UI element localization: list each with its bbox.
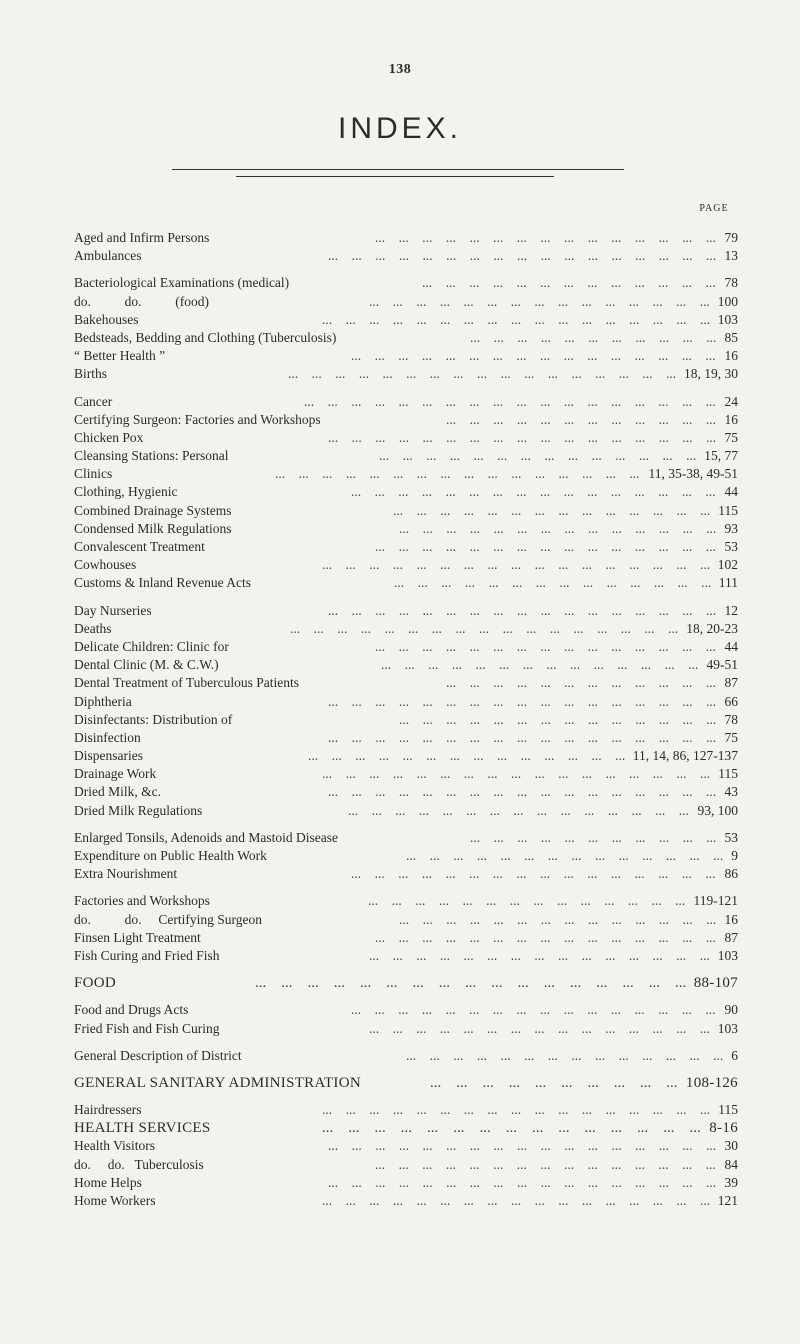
dot-leader: ... ... ... ... ... ... ... ... ... ... ... <box>470 329 717 345</box>
index-entry-label: HEALTH SERVICES <box>74 1120 211 1137</box>
index-entry <box>74 538 738 556</box>
index-entry-pages: 16 <box>724 348 738 364</box>
index-entry-label: Cleansing Stations: Personal <box>74 448 229 464</box>
dot-leader: ... ... ... ... ... ... ... ... ... ... ... ... ... <box>422 275 716 291</box>
dot-leader: ... ... ... ... ... ... ... ... ... ... ... ... ... ... ... ... ... <box>328 248 717 264</box>
index-entry-label: Home Helps <box>74 1174 142 1190</box>
dot-leader: ... ... ... ... ... ... ... ... ... ... ... ... ... ... ... <box>322 1120 701 1137</box>
dot-leader: ... ... ... ... ... ... ... ... ... ... ... ... ... ... ... ... ... <box>328 784 717 800</box>
index-entry <box>74 1137 738 1155</box>
index-entry <box>74 865 738 883</box>
index-entry-pages: 115 <box>718 502 738 518</box>
title-rule-lower <box>236 176 554 177</box>
index-entry <box>74 765 738 783</box>
index-entry-label: GENERAL SANITARY ADMINISTRATION <box>74 1074 361 1091</box>
index-entry-label: Certifying Surgeon: Factories and Workshops <box>74 411 321 427</box>
index-entry-pages: 90 <box>724 1002 738 1018</box>
index-entry <box>74 829 738 847</box>
index-entry <box>74 656 738 674</box>
index-entry-label: Extra Nourishment <box>74 866 178 882</box>
index-entry <box>74 520 738 538</box>
dot-leader: ... ... ... ... ... ... ... ... ... ... ... ... ... ... ... ... ... ... <box>304 393 716 409</box>
index-entry-label: Aged and Infirm Persons <box>74 230 210 245</box>
index-entry-pages: 93 <box>724 520 738 536</box>
page-number: 138 <box>388 62 412 77</box>
index-entry <box>74 674 738 692</box>
index-entry-pages: 39 <box>724 1174 738 1190</box>
dot-leader: ... ... ... ... ... ... ... ... ... ... ... ... ... ... <box>399 711 717 727</box>
index-entry <box>74 1047 738 1065</box>
index-entry-label: Combined Drainage Systems <box>74 502 232 518</box>
index-entry <box>74 447 738 465</box>
index-entry-pages: 6 <box>731 1047 738 1063</box>
dot-leader: ... ... ... ... ... ... ... ... ... ... ... ... ... ... ... ... ... <box>328 602 717 618</box>
index-entry-label: Finsen Light Treatment <box>74 929 201 945</box>
index-entry-label: Fish Curing and Fried Fish <box>74 947 220 963</box>
dot-leader: ... ... ... ... ... ... ... ... ... ... ... ... ... ... <box>393 502 711 518</box>
index-entry-pages: 11, 14, 86, 127-137 <box>632 748 738 764</box>
index-entry <box>74 274 738 292</box>
dot-leader: ... ... ... ... ... ... ... ... ... ... ... ... ... ... ... ... ... <box>290 620 679 636</box>
index-entry-label: Dried Milk Regulations <box>74 802 203 818</box>
index-entry <box>74 411 738 429</box>
index-entry-pages: 75 <box>724 429 738 445</box>
index-entry-label: Disinfectants: Distribution of <box>74 711 233 727</box>
index-entry-label: Hairdressers <box>74 1102 142 1118</box>
index-entry-pages: 75 <box>724 729 738 745</box>
index-entry-label: Enlarged Tonsils, Adenoids and Mastoid Disease <box>74 829 339 845</box>
dot-leader: ... ... ... ... ... ... ... ... ... ... ... <box>470 829 717 845</box>
index-entry <box>74 465 738 483</box>
index-entry-pages: 103 <box>717 1020 738 1036</box>
index-entry-label: Clothing, Hygienic <box>74 484 178 500</box>
index-entry <box>74 293 738 311</box>
dot-leader: ... ... ... ... ... ... ... ... ... ... ... ... <box>446 411 716 427</box>
index-entry-label: Food and Drugs Acts <box>74 1002 189 1018</box>
dot-leader: ... ... ... ... ... ... ... ... ... ... ... ... ... ... ... ... ... <box>322 1102 711 1118</box>
index-entry <box>74 365 738 383</box>
dot-leader: ... ... ... ... ... ... ... ... ... ... ... ... ... ... <box>399 520 717 536</box>
index-entry <box>74 620 738 638</box>
index-entry <box>74 1119 738 1137</box>
index-entry <box>74 1192 738 1210</box>
index-entry-pages: 11, 35-38, 49-51 <box>648 466 738 482</box>
index-entry <box>74 1001 738 1019</box>
index-entry-pages: 108-126 <box>685 1074 738 1091</box>
dot-leader: ... ... ... ... ... ... ... ... ... ... ... ... ... ... ... ... ... <box>322 766 711 782</box>
dot-leader: ... ... ... ... ... ... ... ... ... ... ... ... ... ... ... ... ... <box>328 1174 717 1190</box>
index-entry-pages: 18, 20-23 <box>686 620 738 636</box>
index-entry <box>74 847 738 865</box>
index-entry-pages: 103 <box>717 311 738 327</box>
index-entry-pages: 12 <box>724 602 738 618</box>
dot-leader: ... ... ... ... ... ... ... ... ... ... ... ... ... ... ... <box>369 947 710 963</box>
index-entry-label: Condensed Milk Regulations <box>74 520 232 536</box>
dot-leader: ... ... ... ... ... ... ... ... ... ... ... ... ... ... ... <box>369 1020 710 1036</box>
dot-leader: ... ... ... ... ... ... ... ... ... ... ... ... ... ... ... ... <box>275 466 640 482</box>
dot-leader: ... ... ... ... ... ... ... ... ... ... ... ... ... ... ... ... <box>351 484 716 500</box>
index-entry-label: Bakehouses <box>74 311 139 327</box>
index-entry-pages: 44 <box>724 638 738 654</box>
index-entry-pages: 44 <box>724 484 738 500</box>
index-entry <box>74 329 738 347</box>
index-entry <box>74 393 738 411</box>
index-entry-pages: 103 <box>717 947 738 963</box>
dot-leader: ... ... ... ... ... ... ... ... ... ... ... ... ... ... <box>308 748 626 764</box>
index-entry-label: Drainage Work <box>74 766 157 782</box>
index-entry-label: Ambulances <box>74 248 142 264</box>
index-entry-label: Bedsteads, Bedding and Clothing (Tuberculosis) <box>74 329 337 345</box>
index-entry <box>74 638 738 656</box>
index-entry <box>74 783 738 801</box>
index-entry-label: Convalescent Treatment <box>74 539 205 554</box>
index-entry-pages: 9 <box>731 848 738 863</box>
index-entry-pages: 87 <box>724 675 738 691</box>
index-entry <box>74 1156 738 1174</box>
index-entry-pages: 16 <box>724 911 738 927</box>
index-entry <box>74 1174 738 1192</box>
index-entry <box>74 974 738 992</box>
dot-leader: ... ... ... ... ... ... ... ... ... ... ... ... ... ... ... ... ... <box>322 1193 711 1208</box>
index-entry <box>74 911 738 929</box>
index-entry <box>74 693 738 711</box>
index-entry <box>74 247 738 265</box>
index-entry-label: Dried Milk, &c. <box>74 784 161 800</box>
dot-leader: ... ... ... ... ... ... ... ... ... ... ... ... ... ... <box>399 911 717 927</box>
index-entry-pages: 49-51 <box>706 657 738 673</box>
index-entry-label: Disinfection <box>74 729 141 745</box>
title-rule-upper <box>172 169 624 170</box>
dot-leader: ... ... ... ... ... ... ... ... ... ... ... ... ... ... ... ... ... <box>328 729 717 745</box>
index-entry-pages: 15, 77 <box>704 448 738 464</box>
index-entry-label: “ Better Health ” <box>74 348 166 364</box>
dot-leader: ... ... ... ... ... ... ... ... ... ... ... ... ... ... ... ... ... <box>322 557 711 573</box>
index-entry-pages: 79 <box>724 230 738 245</box>
index-entry-pages: 30 <box>724 1138 738 1154</box>
index-entry <box>74 556 738 574</box>
index-entry-label: Dental Clinic (M. & C.W.) <box>74 657 219 673</box>
index-entry-label: Day Nurseries <box>74 602 152 618</box>
index-entry-pages: 13 <box>724 248 738 264</box>
index-entry-label: Health Visitors <box>74 1138 156 1154</box>
index-entry <box>74 1020 738 1038</box>
dot-leader: ... ... ... ... ... ... ... ... ... ... ... ... ... ... ... ... <box>351 348 716 364</box>
index-entry-pages: 43 <box>724 784 738 800</box>
index-entry-pages: 85 <box>724 329 738 345</box>
index-entry <box>74 802 738 820</box>
dot-leader: ... ... ... ... ... ... ... ... ... ... ... ... ... ... <box>406 1047 724 1063</box>
index-entry-label: do. do. (food) <box>74 293 209 309</box>
index-entry-label: Cowhouses <box>74 557 137 573</box>
index-entry-pages: 86 <box>724 866 738 882</box>
index-entry-label: Cancer <box>74 393 113 409</box>
index-entry-label: Delicate Children: Clinic for <box>74 638 229 654</box>
index-entry-label: Expenditure on Public Health Work <box>74 848 267 863</box>
index-entry-label: Dispensaries <box>74 748 143 764</box>
index-entry-pages: 84 <box>724 1156 738 1172</box>
index-entry-pages: 87 <box>724 929 738 945</box>
index-entry <box>74 729 738 747</box>
dot-leader: ... ... ... ... ... ... ... ... ... ... ... ... ... ... ... <box>375 539 716 554</box>
index-entry <box>74 311 738 329</box>
index-entry <box>74 429 738 447</box>
index-entry-pages: 78 <box>724 275 738 291</box>
index-entry-pages: 53 <box>724 829 738 845</box>
dot-leader: ... ... ... ... ... ... ... ... ... ... ... ... ... ... ... ... ... <box>328 693 717 709</box>
index-entry <box>74 711 738 729</box>
index-entry-label: do. do. Certifying Surgeon <box>74 911 262 927</box>
index-entry-pages: 88-107 <box>693 975 738 992</box>
index-entry-pages: 66 <box>724 693 738 709</box>
index-entry-label: do. do. Tuberculosis <box>74 1156 204 1172</box>
index-entry <box>74 574 738 592</box>
index-entry <box>74 892 738 910</box>
index-entry-label: Factories and Workshops <box>74 893 210 909</box>
index-entry-label: Customs & Inland Revenue Acts <box>74 575 251 591</box>
index-entry-pages: 115 <box>718 1102 738 1118</box>
page-title: INDEX. <box>337 112 463 145</box>
dot-leader: ... ... ... ... ... ... ... ... ... ... ... ... ... ... <box>394 575 712 591</box>
dot-leader: ... ... ... ... ... ... ... ... ... ... ... ... ... ... ... <box>375 230 716 245</box>
index-entry-label: Home Workers <box>74 1193 156 1208</box>
index-entry-pages: 18, 19, 30 <box>684 366 738 382</box>
dot-leader: ... ... ... ... ... ... ... ... ... ... ... ... ... ... ... <box>369 293 710 309</box>
dot-leader: ... ... ... ... ... ... ... ... ... ... ... ... ... ... ... <box>375 929 716 945</box>
index-entry-pages: 119-121 <box>693 893 738 909</box>
index-entry <box>74 347 738 365</box>
index-entry <box>74 929 738 947</box>
dot-leader: ... ... ... ... ... ... ... ... ... ... ... ... ... ... <box>379 448 697 464</box>
dot-leader: ... ... ... ... ... ... ... ... ... ... ... ... ... ... ... ... ... <box>322 311 711 327</box>
index-entry-pages: 121 <box>717 1193 738 1208</box>
index-entry-pages: 102 <box>717 557 738 573</box>
index-entry-pages: 78 <box>724 711 738 727</box>
index-entry-label: General Description of District <box>74 1047 242 1063</box>
index-entry <box>74 747 738 765</box>
index-entry <box>74 483 738 501</box>
dot-leader: ... ... ... ... ... ... ... ... ... ... ... ... ... ... ... ... ... <box>328 1138 717 1154</box>
dot-leader: ... ... ... ... ... ... ... ... ... ... ... ... ... ... ... <box>375 1156 716 1172</box>
dot-leader: ... ... ... ... ... ... ... ... ... ... ... ... ... ... ... ... <box>351 866 716 882</box>
index-entry-pages: 100 <box>717 293 738 309</box>
index-entry-pages: 93, 100 <box>697 802 738 818</box>
index-entry-pages: 8-16 <box>709 1120 738 1137</box>
index-entry <box>74 1101 738 1119</box>
dot-leader: ... ... ... ... ... ... ... ... ... ... ... ... ... ... ... <box>375 638 716 654</box>
index-entry-pages: 111 <box>718 575 738 591</box>
dot-leader: ... ... ... ... ... ... ... ... ... ... ... ... ... ... ... ... <box>351 1002 716 1018</box>
dot-leader: ... ... ... ... ... ... ... ... ... ... ... ... ... ... ... ... ... <box>328 429 717 445</box>
index-entry <box>74 502 738 520</box>
index-entry-pages: 53 <box>724 539 738 554</box>
index-entries <box>74 229 738 1210</box>
dot-leader: ... ... ... ... ... ... ... ... ... ... <box>430 1074 678 1091</box>
dot-leader: ... ... ... ... ... ... ... ... ... ... ... ... ... ... <box>406 848 724 863</box>
index-entry-label: Chicken Pox <box>74 429 144 445</box>
index-entry-pages: 24 <box>724 393 738 409</box>
dot-leader: ... ... ... ... ... ... ... ... ... ... ... ... ... ... <box>381 657 699 673</box>
index-entry-label: Clinics <box>74 466 113 482</box>
index-entry <box>74 1074 738 1092</box>
dot-leader: ... ... ... ... ... ... ... ... ... ... ... ... ... ... <box>368 893 686 909</box>
index-entry <box>74 229 738 247</box>
index-entry-pages: 115 <box>718 766 738 782</box>
dot-leader: ... ... ... ... ... ... ... ... ... ... ... ... ... ... ... ... ... <box>288 366 677 382</box>
index-entry <box>74 947 738 965</box>
index-entry-pages: 16 <box>724 411 738 427</box>
index-entry-label: Diphtheria <box>74 693 132 709</box>
dot-leader: ... ... ... ... ... ... ... ... ... ... ... ... ... ... ... ... ... <box>255 975 687 992</box>
dot-leader: ... ... ... ... ... ... ... ... ... ... ... ... <box>446 675 716 691</box>
index-entry-label: Births <box>74 366 108 382</box>
index-entry-label: Deaths <box>74 620 112 636</box>
index-entry-label: Dental Treatment of Tuberculous Patients <box>74 675 299 691</box>
page-column-header: PAGE <box>699 203 729 214</box>
dot-leader: ... ... ... ... ... ... ... ... ... ... ... ... ... ... ... <box>348 802 689 818</box>
index-entry <box>74 602 738 620</box>
index-entry-label: Fried Fish and Fish Curing <box>74 1020 220 1036</box>
index-entry-label: FOOD <box>74 975 117 992</box>
index-entry-label: Bacteriological Examinations (medical) <box>74 275 290 291</box>
